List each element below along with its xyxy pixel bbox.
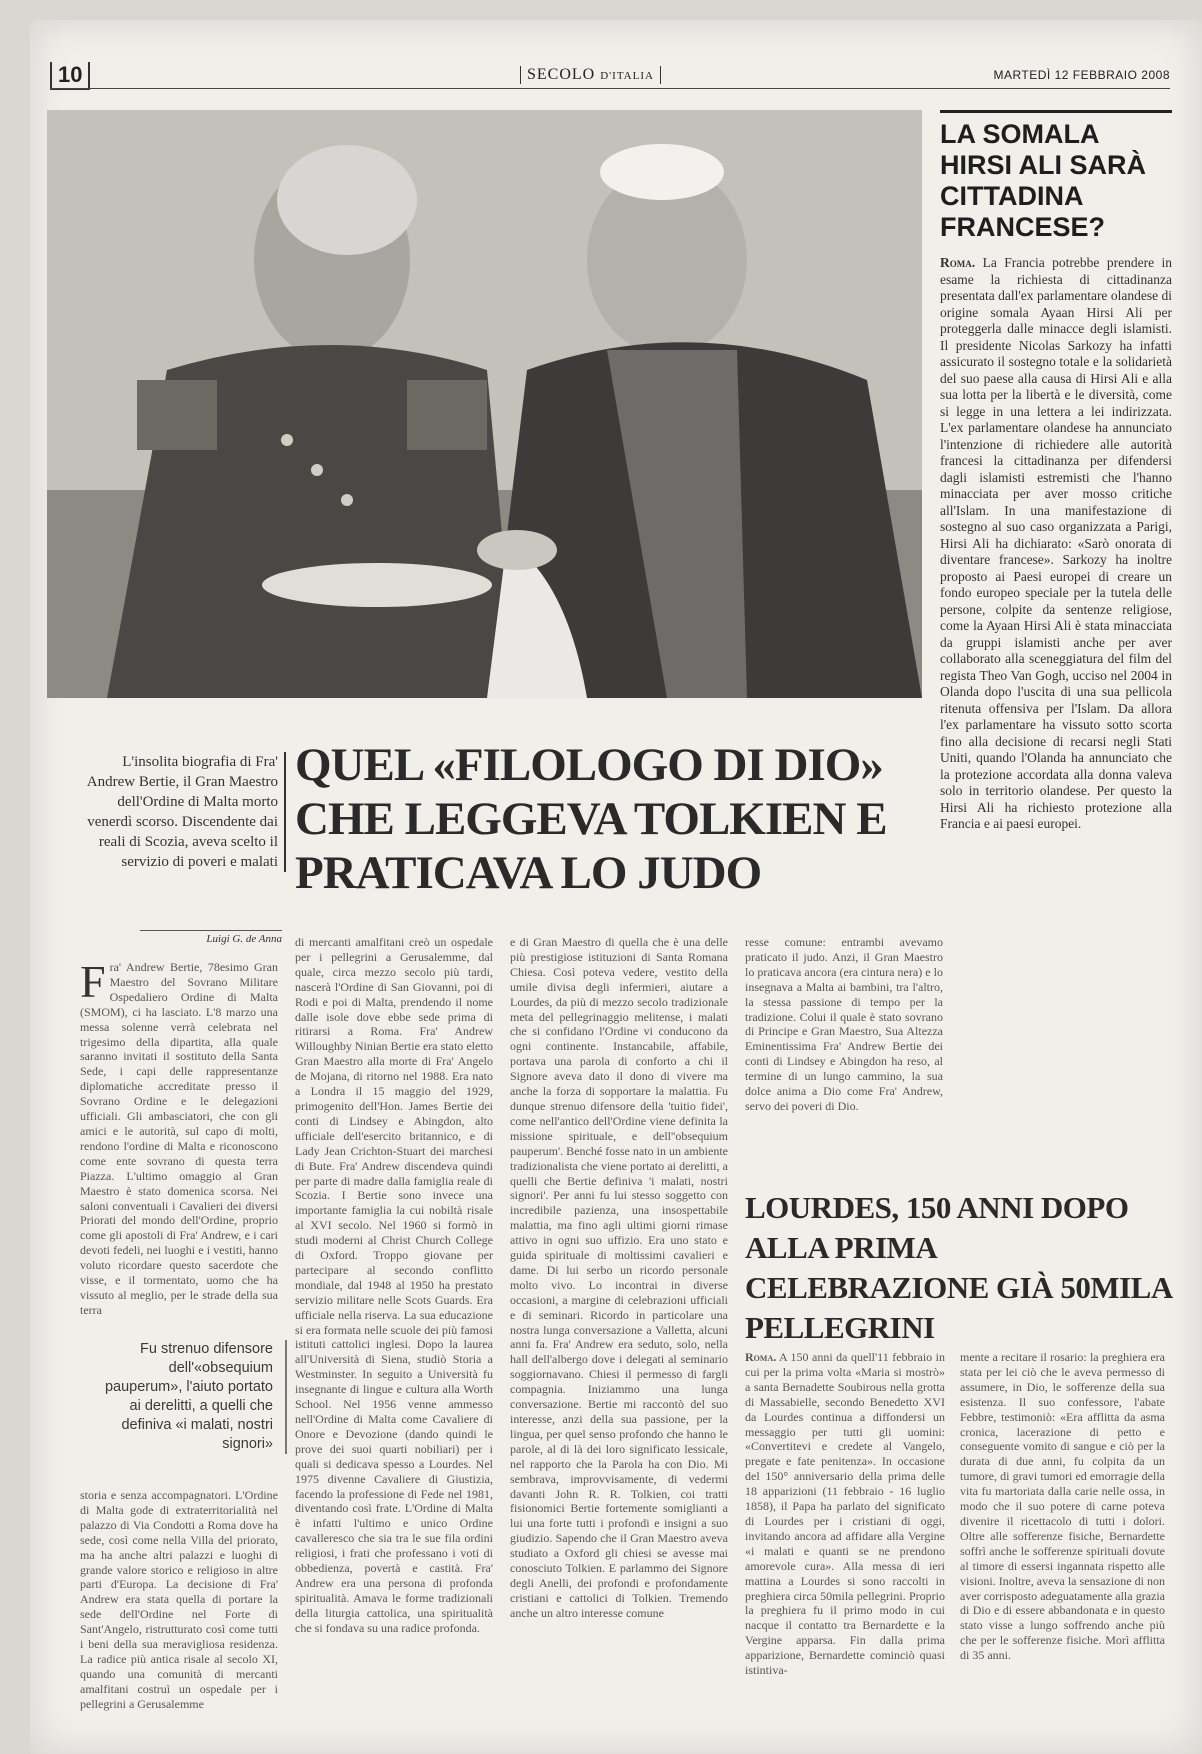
column-1-continued-text: storia e senza accompagnatori. L'Ordine di Malta gode di extraterritorialità nel palazzo di Via Condotti a Roma dove ha sede, così come nella Villa del priorato, ma ha anche altri palazzi e luoghi di grande valore storico e religioso in altre parti d'Europa. La decisione di Fra' Andrew era stata quella di portare la sede dell'Ordine nel Forte di Sant'Angelo, ristrutturato così come tutti i beni della sua meravigliosa residenza. La radice più antica risale al secolo XI, quando una comunità di mercanti amalfitani costruì un ospedale per i pellegrini a Gerusalemme [80,1488,278,1711]
article-column-3 [510,935,728,1705]
sidebar-dateline: Roma. [940,255,976,270]
dropcap: F [80,956,106,1007]
column-1-text: ra' Andrew Bertie, 78esimo Gran Maestro del Sovrano Militare Ospedaliero Ordine di Malta (SMOM), ci ha lasciato. L'8 marzo una messa solenne verrà celebrata nel trigesimo della dipartita, alla quale saranno invitati il sostituto della Santa Sede, i capi delle rappresentanze diplomatiche accreditate presso il Sovrano Ordine e le delegazioni ufficiali. Gli ambasciatori, che con gli amici e le autorità, sul capo di molti, rendono l'ordine di Malta e riconoscono come ente sovrano di questa terra Piazza. L'ultimo omaggio al Gran Maestro è stato domenica scorsa. Nei saloni conventuali i Cavalieri dei diversi Priorati del mondo dell'Ordine, proprio come gli apostoli di Fra' Andrew, e i cari devoti fedeli, nei luoghi e i vestiti, hanno voluto ricordare questo sacerdote che visse, e il tormentato, uomo che ha vissuto al meglio, per le strade della sua terra [80,960,278,1317]
masthead-rule [50,88,1170,89]
article-column-1-continued [80,1488,278,1711]
article-column-1 [80,956,278,1325]
sidebar-article [940,110,1172,1110]
issue-date: MARTEDÌ 12 FEBBRAIO 2008 [993,68,1170,82]
paper-name-main: SECOLO [527,66,596,83]
article-byline: Luigi G. de Anna [140,930,282,945]
column-4-text: resse comune: entrambi avevamo praticato il judo. Anzi, il Gran Maestro lo praticava ancora (era cintura nera) e lo insegnava a Malta ai bambini, tra l'altro, la stessa passione di tempo per la tradizione. Colui il quale è stato sovrano di Principe e Gran Maestro, Sua Altezza Eminentissima Fra' Andrew Bertie dei conti di Lindsey e Abingdon ha reso, al termine di un lungo cammino, la sua dolce anima a Dio come Fra' Andrew, servo dei poveri di Dio. [745,935,943,1113]
lourdes-column-1-body: A 150 anni da quell'11 febbraio in cui per la prima volta «Maria si mostrò» a santa Bernadette Soubirous nella grotta di Massabielle, secondo Benedetto XVI da Lourdes continua a diffondersi un messaggio per tutti gli uomini: «Convertitevi e credete al Vangelo, pregate e fate penitenza». In occasione del 150° anniversario della prima delle 18 apparizioni (11 febbraio - 16 luglio 1858), il Papa ha parlato del significato di Lourdes per i cristiani di oggi, invitando ancora ad affidare alla Vergine «i malati e quanti se ne prendono amorevole cura». Alla messa di ieri mattina a Lourdes si sono raccolti in preghiera circa 50mila pellegrini. Proprio la preghiera fu il primo modo in cui nacque il contatto tra Bernardette e la Vergine apparsa. Fin dalla prima apparizione, Bernardette cominciò quasi istintiva- [745,1350,945,1678]
lourdes-column-1 [745,1350,945,1705]
column-3-text: e di Gran Maestro di quella che è una delle più prestigiose istituzioni di Santa Romana Chiesa. Così poteva vedere, vestito della umile divisa degli infermieri, aiutare a Lourdes, da più di mezzo secolo tradizionale meta del pellegrinaggio melitense, i malati che si confidano l'Ordine vi conducono da ogni continente. Instancabile, affabile, portava una parola di conforto a chi il Signore aveva dato il dono di vivere ma anche la forza di sopportare la malattia. Fu dunque strenuo difensore della 'tuitio fidei', come nell'antico dell'Ordine viene definita la missione spirituale, e dell''obsequium pauperum'. Benché fosse nato in un ambiente tradizionalista che viene portato ai derelitti, a quelli che Bertie definiva 'i malati, nostri signori'. Per anni fu lui stesso soggetto con incredibile pazienza, una insospettabile malattia, ma fino agli ultimi giorni rimase attivo in ogni suo uffizio. Era uno stato e guida spirituale di moltissimi cavalieri e dame. Di lui serbo un ricordo personale molto vivo. Lo incontrai in diverse occasioni, a margine di celebrazioni ufficiali e di seminari. Ricordo in particolare una nostra lunga conversazione a Valletta, alcuni anni fa. Fra' Andrew era seduto, solo, nella hall dell'albergo dove i delegati al seminario soggiornavano. Chiesi il permesso di fargli compagnia. Iniziammo una lunga conversazione. Bertie mi raccontò del suo interesse, anzi della sua passione, per la lingua, per quel senso profondo che hanno le parole, al di là dei loro significato lessicale, nel rapporto che la Parola ha con Dio. Mi sembrava, improvvisamente, di vedermi davanti John R. R. Tolkien, coi tratti fisionomici Bertie fortemente somiglianti a lui una forte tutti i profondi e insigni a suo giudizio. Sapendo che il Gran Maestro aveva studiato a Oxford gli chiesi se avesse mai conosciuto Tolkien. E parlammo dei Signore degli Anelli, dei profondi e profondamente cristiani e cattolici di Tolkien. Tremendo anche un altro interesse comune [510,935,728,1620]
lourdes-column-2-text: mente a recitare il rosario: la preghiera era stata per lei ciò che le aveva permesso di assumere, in Dio, le sofferenze della sua esistenza. Il suo confessore, l'abate Febbre, testimoniò: «Era afflitta da asma cronica, lacerazione di petto e conseguente vomito di sangue e ciò per la durata di due anni, fu colpita da un tumore, di gravi tumori ed emorragie della vita fu martoriata dalla carie nelle ossa, in modo che il suo potere di carne poteva divenire il ricettacolo di tutti i dolori. Oltre alle sofferenze fisiche, Bernardette soffrì anche le sofferenze spirituali dovute al timore di essersi ingannata rispetto alle visioni. Inoltre, aveva la sensazione di non aver corrisposto adeguatamente alla grazia di Dio e di essere abbandonata e in questo stato visse a lungo soffrendo anche più che per le sofferenze fisiche. Morì afflitta di 35 anni. [960,1350,1165,1663]
article-column-4 [745,935,943,1135]
column-2-text: di mercanti amalfitani creò un ospedale per i pellegrini a Gerusalemme, dal quale, circa mezzo secolo più tardi, nascerà l'Ordine di San Giovanni, poi di Rodi e poi di Malta, prendendo il nome dalle isole dove ebbe sede prima di ritirarsi a Roma. Fra' Andrew Willoughby Ninian Bertie era stato eletto Gran Maestro alla morte di Fra' Angelo de Mojana, di ritorno nel 1988. Era nato a Londra il 15 maggio del 1929, primogenito dell'Hon. James Bertie dei conti di Lindsey e Abingdon, alto ufficiale dell'esercito britannico, e di Lady Jean Crichton-Stuart dei marchesi di Bute. Fra' Andrew discendeva quindi per parte di madre dalla famiglia reale di Scozia. I Bertie sono invece una importante famiglia la cui nobiltà risale al XVI secolo. Nel 1960 si formò in studi moderni al Christ Church College di Oxford. Troppo giovane per partecipare al secondo conflitto mondiale, dal 1948 al 1950 ha prestato servizio militare nelle Scots Guards. Era ufficiale nella riserva. La sua educazione si era formata nelle scuole dei più famosi istituti cattolici inglesi. Dopo la laurea all'Università di Siena, studiò Storia a Westminster. In seguito a Università fu insegnante di lingue e cultura alla Worth School. Nel 1956 venne ammesso nell'Ordine di Malta come Cavaliere di Onore e Devozione (dando quindi le prove dei suoi quarti nobiliari) per i quali si dedicava spesso a Lourdes. Nel 1975 divenne Cavaliere di Giustizia, facendo la professione di Fede nel 1981, diventando così frate. L'Ordine di Malta è infatti l'ultimo e unico Ordine cavalleresco che sia tra le sue fila ordini religiosi, i frati che professano i voti di obbedienza, povertà e castità. Fra' Andrew era una persona di profonda spiritualità. Amava le forme tradizionali della liturgia cattolica, una spiritualità che si fondava su una radice profonda. [295,935,493,1635]
article-column-2 [295,935,493,1705]
page-number: 10 [50,62,90,90]
lourdes-column-2 [960,1350,1165,1705]
paper-name-suffix: D'ITALIA [600,70,654,82]
masthead [50,48,1170,88]
lourdes-headline: LOURDES, 150 ANNI DOPO ALLA PRIMA CELEBRAZIONE GIÀ 50MILA PELLEGRINI [745,1190,1172,1345]
paper-name [520,66,661,84]
sidebar-body [940,255,1172,833]
main-photo [47,110,922,698]
article-lede: L'insolita biografia di Fra' Andrew Bertie, il Gran Maestro dell'Ordine di Malta morto venerdì scorso. Discendente dai reali di Scozia, aveva scelto il servizio di poveri e malati [80,752,286,872]
pullquote: Fu strenuo difensore dell'«obsequium pauperum», l'aiuto portato ai derelitti, a quelli che definiva «i malati, nostri signori» [98,1340,287,1454]
article-headline: QUEL «FILOLOGO DI DIO» CHE LEGGEVA TOLKIEN E PRATICAVA LO JUDO [295,739,887,899]
lourdes-dateline: Roma. [745,1350,777,1364]
sidebar-text: La Francia potrebbe prendere in esame la richiesta di cittadinanza presentata dall'ex parlamentare olandese di origine somala Ayaan Hirsi Ali per proteggerla dalle minacce degli islamisti. Il presidente Nicolas Sarkozy ha infatti assicurato il sostegno totale e la solidarietà del suo paese alla causa di Hirsi Ali e alla sua lotta per la libertà e le diversità, come si legge in una lettera a lei indirizzata. L'ex parlamentare olandese ha annunciato l'intenzione di richiedere alle autorità francesi la cittadinanza per difendersi dagli islamisti estremisti che l'hanno minacciata per aver mosso critiche all'Islam. In una manifestazione di sostegno al suo caso organizzata a Parigi, Hirsi Ali ha dichiarato: «Sarò onorata di diventare francese». Sarkozy ha inoltre proposto ai Paesi europei di creare un fondo europeo speciale per la tutela delle persone, colpite da sentenze religiose, come la Ayaan Hirsi Ali è stata minacciata da gruppi islamisti anche per aver collaborato alla sceneggiatura del film del regista Theo Van Gogh, ucciso nel 2004 in Olanda dopo l'uscita di una sua pellicola ritenuta offensiva per l'Islam. Da allora l'ex parlamentare ha vissuto sotto scorta fino alla decisione di recarsi negli Stati Uniti, quando l'Olanda ha annunciato che la protezione accordata alla donna valeva solo in territorio olandese. Per questo la Hirsi Ali ha richiesto protezione alla Francia e ai paesi europei. [940,255,1173,831]
sidebar-headline: LA SOMALA HIRSI ALI SARÀ CITTADINA FRANCESE? [940,110,1172,243]
photo-illustration [47,110,922,698]
lourdes-column-1-text [745,1350,945,1678]
